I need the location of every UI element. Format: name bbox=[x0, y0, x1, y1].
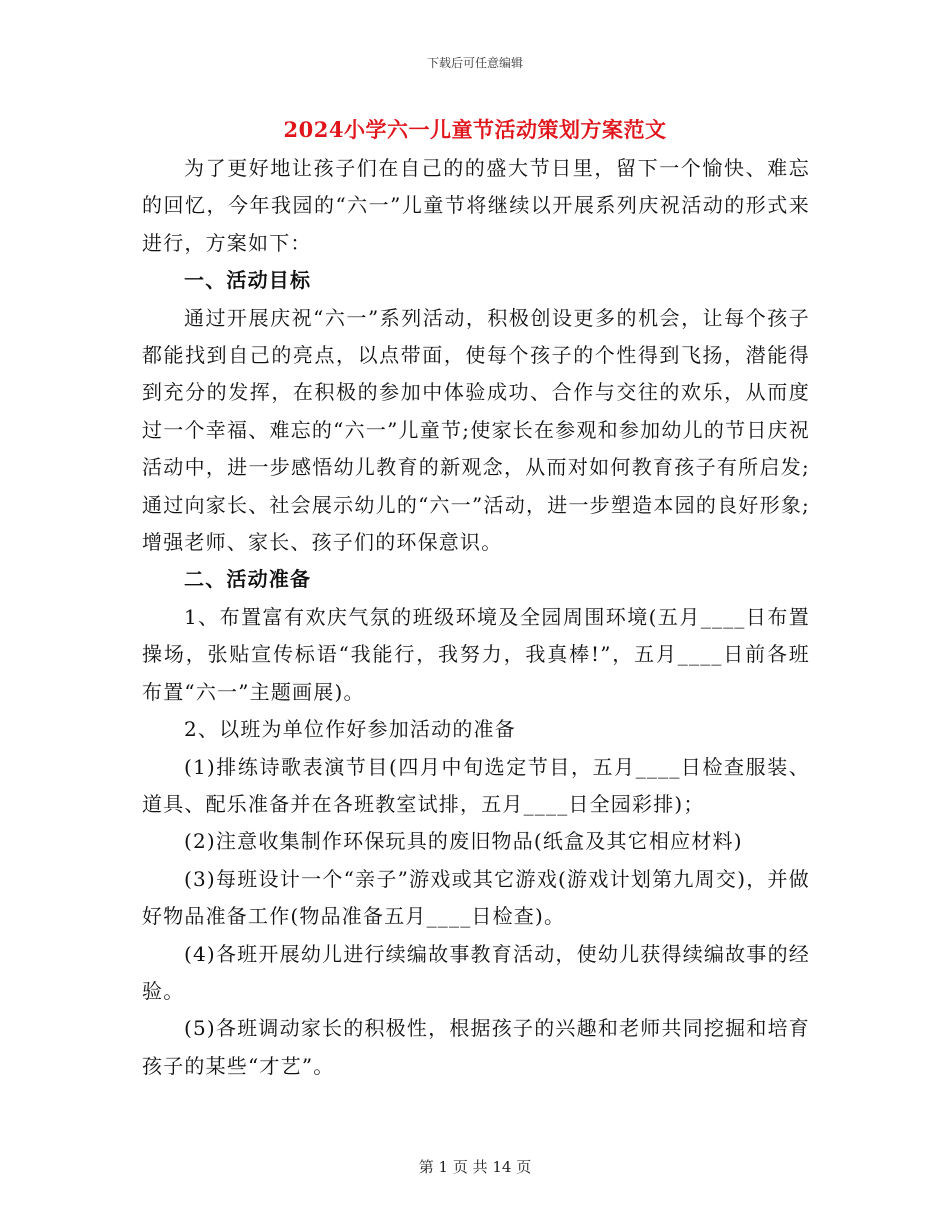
document-title: 2024小学六一儿童节活动策划方案范文 bbox=[283, 117, 667, 142]
preparation-subitem-1: (1)排练诗歌表演节目(四月中旬选定节目，五月____日检查服装、道具、配乐准备并在各班教室试排，五月____日全园彩排)； bbox=[142, 754, 810, 816]
section-heading-goals: 一、活动目标 bbox=[184, 268, 312, 293]
goals-paragraph: 通过开展庆祝“六一”系列活动，积极创设更多的机会，让每个孩子都能找到自己的亮点，以点带面，使每个孩子的个性得到飞扬，潜能得到充分的发挥，在积极的参加中体验成功、合作与交往的欢乐，从而度过一个幸福、难忘的“六一”儿童节;使家长在参观和参加幼儿的节日庆祝活动中，进一步感悟幼儿教育的新观念，从而对如何教育孩子有所启发;通过向家长、社会展示幼儿的“六一”活动，进一步塑造本园的良好形象;增强老师、家长、孩子们的环保意识。 bbox=[142, 305, 810, 555]
preparation-subitem-4: (4)各班开展幼儿进行续编故事教育活动，使幼儿获得续编故事的经验。 bbox=[142, 941, 810, 1003]
intro-paragraph: 为了更好地让孩子们在自己的的盛大节日里，留下一个愉快、难忘的回忆，今年我园的“六一”儿童节将继续以开展系列庆祝活动的形式来进行，方案如下： bbox=[142, 156, 810, 255]
preparation-subitem-2: (2)注意收集制作环保玩具的废旧物品(纸盒及其它相应材料) bbox=[184, 829, 743, 854]
preparation-subitem-5: (5)各班调动家长的积极性，根据孩子的兴趣和老师共同挖掘和培育孩子的某些“才艺”。 bbox=[142, 1016, 810, 1078]
preparation-item-2: 2、以班为单位作好参加活动的准备 bbox=[184, 717, 516, 742]
document-body bbox=[142, 150, 810, 1085]
preparation-item-1: 1、布置富有欢庆气氛的班级环境及全园周围环境(五月____日布置操场，张贴宣传标语“我能行，我努力，我真棒!”，五月____日前各班布置“六一”主题画展)。 bbox=[142, 604, 810, 704]
section-heading-preparation: 二、活动准备 bbox=[184, 567, 312, 592]
preparation-subitem-3: (3)每班设计一个“亲子”游戏或其它游戏(游戏计划第九周交)，并做好物品准备工作(物品准备五月____日检查)。 bbox=[142, 866, 810, 929]
page-footer: 第 1 页 共 14 页 bbox=[418, 1158, 532, 1176]
header-note: 下载后可任意编辑 bbox=[426, 56, 523, 70]
